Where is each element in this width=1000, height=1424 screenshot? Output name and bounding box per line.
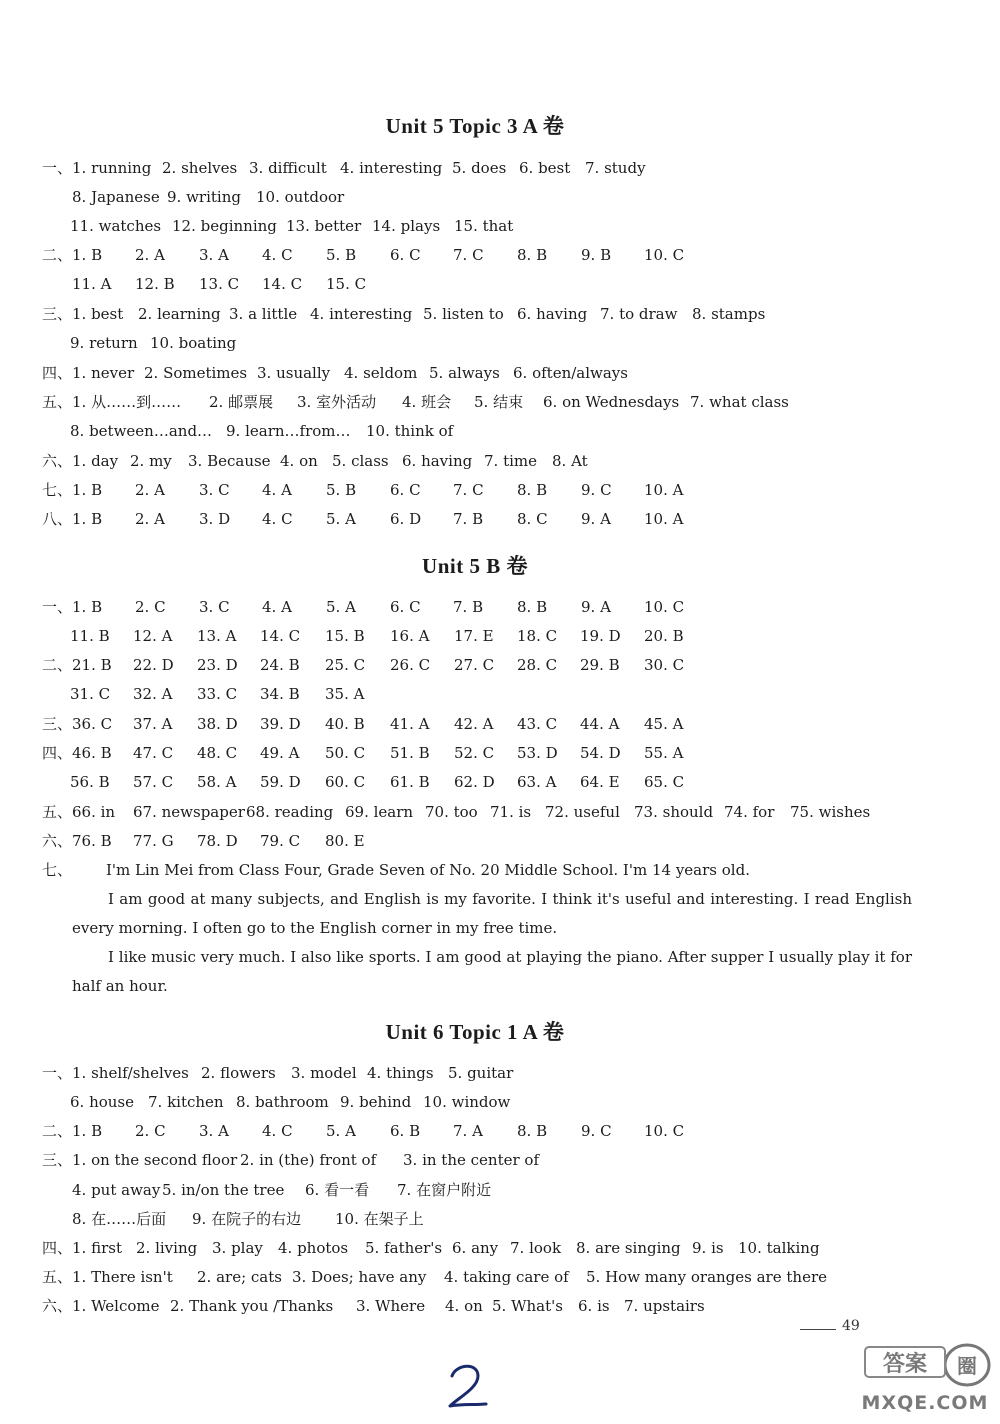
answer-item: 八、1. B xyxy=(42,510,103,528)
answer-item: 20. B xyxy=(644,627,684,645)
answer-item: 6. house xyxy=(70,1093,135,1111)
essay-paragraph: I like music very much. I also like sports. I am good at playing the piano. After supper I usually play it for half an hour. xyxy=(72,948,912,996)
answer-item: 14. plays xyxy=(372,217,441,235)
answer-item: 4. C xyxy=(262,1122,293,1140)
watermark-logo xyxy=(855,1335,995,1421)
answer-item: 42. A xyxy=(454,715,494,733)
answer-item: 7. what class xyxy=(690,393,789,411)
answer-item: 2. C xyxy=(135,598,166,616)
answer-item: 15. that xyxy=(454,217,514,235)
handwritten-number-mark xyxy=(444,1360,492,1412)
answer-item: 15. B xyxy=(325,627,365,645)
essay-paragraph: I'm Lin Mei from Class Four, Grade Seven of No. 20 Middle School. I'm 14 years old. xyxy=(106,861,750,879)
answer-item: 2. A xyxy=(135,510,165,528)
answer-item: 8. are singing xyxy=(576,1239,681,1257)
svg-text:MXQE.COM: MXQE.COM xyxy=(861,1392,989,1414)
answer-row xyxy=(0,242,1000,268)
answer-item: 14. C xyxy=(262,275,303,293)
answer-item: 6. any xyxy=(452,1239,499,1257)
answer-item: 68. reading xyxy=(246,803,334,821)
answer-item: 47. C xyxy=(133,744,174,762)
answer-item: 31. C xyxy=(70,685,111,703)
unit6-topic1-title: Unit 6 Topic 1 A 卷 xyxy=(385,1020,565,1044)
answer-row xyxy=(0,1235,1000,1261)
answer-item: 16. A xyxy=(390,627,430,645)
answer-row xyxy=(0,652,1000,678)
answer-item: 15. C xyxy=(326,275,367,293)
answer-item: 4. on xyxy=(445,1297,483,1315)
answer-item: 4. taking care of xyxy=(444,1268,569,1286)
answer-item: 9. A xyxy=(581,510,611,528)
answer-item: 6. having xyxy=(517,305,588,323)
answer-item: 3. 室外活动 xyxy=(297,393,377,411)
answer-item: 二、1. B xyxy=(42,246,103,264)
answer-row xyxy=(0,1147,1000,1173)
unit5-b-title: Unit 5 B 卷 xyxy=(422,554,528,578)
answer-item: 60. C xyxy=(325,773,366,791)
svg-text:圈: 圈 xyxy=(957,1354,977,1378)
answer-item: 63. A xyxy=(517,773,557,791)
answer-item: 8. B xyxy=(517,598,548,616)
answer-item: 7. look xyxy=(510,1239,562,1257)
answer-item: 26. C xyxy=(390,656,431,674)
answer-item: 6. B xyxy=(390,1122,421,1140)
answer-item: 3. usually xyxy=(257,364,331,382)
answer-item: 3. A xyxy=(199,246,229,264)
answer-row xyxy=(0,330,1000,356)
answer-item: 12. beginning xyxy=(172,217,277,235)
answer-item: 13. C xyxy=(199,275,240,293)
answer-row xyxy=(0,477,1000,503)
answer-item: 17. E xyxy=(454,627,494,645)
answer-item: 59. D xyxy=(260,773,301,791)
essay-paragraph: I am good at many subjects, and English is my favorite. I think it's useful and interesting. I read English every morning. I often go to the English corner in my free time. xyxy=(72,890,912,938)
answer-item: 6. C xyxy=(390,598,421,616)
answer-row xyxy=(0,799,1000,825)
answer-row xyxy=(0,828,1000,854)
answer-item: 5. listen to xyxy=(423,305,504,323)
answer-item: 62. D xyxy=(454,773,495,791)
answer-row xyxy=(0,1089,1000,1115)
answer-item: 9. B xyxy=(581,246,612,264)
answer-item: 48. C xyxy=(197,744,238,762)
answer-item: 8. C xyxy=(517,510,548,528)
answer-item: 8. bathroom xyxy=(236,1093,329,1111)
answer-item: 5. guitar xyxy=(448,1064,514,1082)
answer-row xyxy=(0,681,1000,707)
answer-item: 30. C xyxy=(644,656,685,674)
answer-item: 2. my xyxy=(130,452,172,470)
answer-item: 一、1. shelf/shelves xyxy=(42,1064,189,1082)
answer-item: 13. A xyxy=(197,627,237,645)
answer-item: 73. should xyxy=(634,803,714,821)
answer-item: 67. newspaper xyxy=(133,803,245,821)
answer-item: 52. C xyxy=(454,744,495,762)
answer-item: 二、1. B xyxy=(42,1122,103,1140)
answer-item: 四、1. first xyxy=(42,1239,122,1257)
answer-item: 18. C xyxy=(517,627,558,645)
answer-item: 8. between…and… xyxy=(70,422,213,440)
unit5-topic3-title: Unit 5 Topic 3 A 卷 xyxy=(385,114,565,138)
answer-item: 五、1. 从……到…… xyxy=(42,393,182,411)
answer-item: 10. boating xyxy=(150,334,237,352)
answer-item: 3. difficult xyxy=(249,159,327,177)
answer-item: 74. for xyxy=(724,803,775,821)
answer-item: 3. model xyxy=(291,1064,357,1082)
answer-item: 4. A xyxy=(262,481,292,499)
answer-item: 4. interesting xyxy=(340,159,443,177)
answer-row xyxy=(0,711,1000,737)
answer-item: 3. a little xyxy=(229,305,298,323)
answer-item: 49. A xyxy=(260,744,300,762)
answer-item: 9. behind xyxy=(340,1093,412,1111)
answer-item: 7. kitchen xyxy=(148,1093,224,1111)
answer-item: 4. put away xyxy=(72,1181,161,1199)
answer-item: 44. A xyxy=(580,715,620,733)
answer-item: 8. At xyxy=(552,452,588,470)
answer-item: 一、1. B xyxy=(42,598,103,616)
answer-item: 37. A xyxy=(133,715,173,733)
answer-item: 五、1. There isn't xyxy=(42,1268,173,1286)
answer-item: 3. Does; have any xyxy=(292,1268,427,1286)
answer-item: 一、1. running xyxy=(42,159,152,177)
answer-item: 33. C xyxy=(197,685,238,703)
answer-item: 9. writing xyxy=(167,188,241,206)
answer-item: 39. D xyxy=(260,715,301,733)
answer-item: 71. is xyxy=(490,803,532,821)
answer-item: 六、1. Welcome xyxy=(42,1297,160,1315)
answer-row xyxy=(0,1293,1000,1319)
answer-item: 5. class xyxy=(332,452,389,470)
answer-item: 二、21. B xyxy=(42,656,112,674)
answer-row xyxy=(0,740,1000,766)
answer-item: 23. D xyxy=(197,656,238,674)
svg-text:答案: 答案 xyxy=(882,1352,928,1377)
page-number: 49 xyxy=(842,1318,860,1334)
answer-item: 2. Thank you /Thanks xyxy=(170,1297,334,1315)
answer-row xyxy=(0,1206,1000,1232)
answer-row xyxy=(0,213,1000,239)
answer-item: 10. A xyxy=(644,481,684,499)
answer-item: 2. A xyxy=(135,246,165,264)
answer-row xyxy=(0,1264,1000,1290)
answer-item: 4. things xyxy=(367,1064,434,1082)
answer-item: 3. Because xyxy=(188,452,271,470)
answer-row xyxy=(0,301,1000,327)
answer-item: 8. stamps xyxy=(692,305,766,323)
answer-item: 9. learn…from… xyxy=(226,422,351,440)
answer-item: 2. shelves xyxy=(162,159,238,177)
answer-item: 28. C xyxy=(517,656,558,674)
answer-item: 4. photos xyxy=(278,1239,349,1257)
answer-item: 11. B xyxy=(70,627,110,645)
answer-item: 2. C xyxy=(135,1122,166,1140)
answer-item: 61. B xyxy=(390,773,430,791)
answer-item: 4. seldom xyxy=(344,364,418,382)
answer-item: 80. E xyxy=(325,832,365,850)
answer-row xyxy=(0,1118,1000,1144)
answer-item: 10. C xyxy=(644,598,685,616)
answer-item: 7. A xyxy=(453,1122,483,1140)
answer-item: 10. A xyxy=(644,510,684,528)
answer-item: 6. is xyxy=(578,1297,610,1315)
answer-item: 54. D xyxy=(580,744,621,762)
answer-row xyxy=(0,506,1000,532)
answer-item: 7. C xyxy=(453,481,484,499)
answer-item: 10. outdoor xyxy=(256,188,345,206)
answer-item: 5. B xyxy=(326,246,357,264)
answer-item: 6. on Wednesdays xyxy=(543,393,680,411)
answer-item: 10. talking xyxy=(738,1239,820,1257)
answer-item: 9. 在院子的右边 xyxy=(192,1210,302,1228)
answer-item: 8. 在……后面 xyxy=(72,1210,167,1228)
answer-item: 2. in (the) front of xyxy=(240,1151,377,1169)
answer-item: 7. B xyxy=(453,510,484,528)
answer-item: 4. interesting xyxy=(310,305,413,323)
answer-item: 2. A xyxy=(135,481,165,499)
answer-row xyxy=(0,389,1000,415)
answer-item: 4. A xyxy=(262,598,292,616)
answer-item: 40. B xyxy=(325,715,365,733)
answer-item: 6. best xyxy=(519,159,571,177)
answer-item: 5. What's xyxy=(492,1297,563,1315)
answer-item: 7. 在窗户附近 xyxy=(397,1181,492,1199)
answer-item: 9. A xyxy=(581,598,611,616)
answer-item: 5. B xyxy=(326,481,357,499)
answer-item: 5. How many oranges are there xyxy=(586,1268,827,1286)
answer-item: 5. A xyxy=(326,598,356,616)
answer-item: 4. on xyxy=(280,452,318,470)
answer-item: 50. C xyxy=(325,744,366,762)
answer-item: 45. A xyxy=(644,715,684,733)
answer-item: 3. C xyxy=(199,598,230,616)
answer-item: 5. in/on the tree xyxy=(162,1181,285,1199)
answer-item: 32. A xyxy=(133,685,173,703)
answer-item: 3. play xyxy=(212,1239,263,1257)
answer-item: 70. too xyxy=(425,803,478,821)
answer-item: 3. D xyxy=(199,510,231,528)
answer-item: 58. A xyxy=(197,773,237,791)
answer-item: 72. useful xyxy=(545,803,620,821)
answer-item: 65. C xyxy=(644,773,685,791)
answer-item: 四、1. never xyxy=(42,364,135,382)
answer-item: 4. C xyxy=(262,510,293,528)
answer-item: 12. B xyxy=(135,275,175,293)
answer-item: 8. B xyxy=(517,1122,548,1140)
answer-item: 三、36. C xyxy=(42,715,113,733)
answer-item: 7. C xyxy=(453,246,484,264)
answer-row xyxy=(0,360,1000,386)
answer-item: 7. B xyxy=(453,598,484,616)
answer-item: 10. window xyxy=(423,1093,511,1111)
answer-row xyxy=(0,418,1000,444)
answer-item: 8. B xyxy=(517,481,548,499)
answer-row xyxy=(0,1060,1000,1086)
answer-row xyxy=(0,271,1000,297)
answer-item: 10. 在架子上 xyxy=(335,1210,424,1228)
answer-item: 53. D xyxy=(517,744,558,762)
answer-item: 四、46. B xyxy=(42,744,112,762)
answer-row xyxy=(0,448,1000,474)
answer-item: 3. in the center of xyxy=(403,1151,540,1169)
page-number-dash xyxy=(800,1329,836,1330)
answer-item: 41. A xyxy=(390,715,430,733)
answer-item: 五、66. in xyxy=(42,803,116,821)
answer-item: 2. 邮票展 xyxy=(209,393,274,411)
answer-item: 79. C xyxy=(260,832,301,850)
answer-item: 57. C xyxy=(133,773,174,791)
answer-item: 6. C xyxy=(390,246,421,264)
answer-item: 2. living xyxy=(136,1239,198,1257)
answer-item: 6. often/always xyxy=(513,364,628,382)
answer-item: 7. upstairs xyxy=(624,1297,705,1315)
answer-item: 75. wishes xyxy=(790,803,871,821)
answer-item: 8. Japanese xyxy=(72,188,160,206)
answer-item: 69. learn xyxy=(345,803,414,821)
answer-item: 51. B xyxy=(390,744,430,762)
answer-item: 10. think of xyxy=(366,422,454,440)
answer-item: 77. G xyxy=(133,832,174,850)
answer-item: 78. D xyxy=(197,832,238,850)
answer-item: 7. study xyxy=(585,159,646,177)
answer-item: 七、1. B xyxy=(42,481,103,499)
answer-item: 三、1. best xyxy=(42,305,124,323)
answer-row xyxy=(0,623,1000,649)
answer-item: 3. Where xyxy=(356,1297,426,1315)
answer-item: 6. having xyxy=(402,452,473,470)
answer-item: 6. C xyxy=(390,481,421,499)
answer-item: 25. C xyxy=(325,656,366,674)
answer-item: 5. does xyxy=(452,159,507,177)
answer-item: 5. A xyxy=(326,510,356,528)
answer-item: 5. A xyxy=(326,1122,356,1140)
answer-row xyxy=(0,184,1000,210)
answer-item: 三、1. on the second floor xyxy=(42,1151,238,1169)
answer-item: 2. Sometimes xyxy=(144,364,248,382)
answer-item: 2. learning xyxy=(138,305,221,323)
answer-item: 8. B xyxy=(517,246,548,264)
answer-row xyxy=(0,769,1000,795)
answer-item: 9. is xyxy=(692,1239,724,1257)
answer-item: 2. flowers xyxy=(201,1064,276,1082)
answer-item: 5. 结束 xyxy=(474,393,524,411)
answer-item: 3. A xyxy=(199,1122,229,1140)
answer-item: 10. C xyxy=(644,1122,685,1140)
answer-item: 22. D xyxy=(133,656,174,674)
answer-row xyxy=(0,1177,1000,1203)
answer-item: 5. father's xyxy=(365,1239,443,1257)
answer-item: 10. C xyxy=(644,246,685,264)
answer-item: 43. C xyxy=(517,715,558,733)
answer-item: 6. D xyxy=(390,510,422,528)
answer-item: 13. better xyxy=(286,217,362,235)
essay-label: 七、 xyxy=(42,861,73,879)
answer-item: 3. C xyxy=(199,481,230,499)
answer-item: 11. watches xyxy=(70,217,162,235)
answer-item: 4. 班会 xyxy=(402,393,452,411)
answer-item: 5. always xyxy=(429,364,500,382)
answer-item: 9. C xyxy=(581,1122,612,1140)
answer-item: 7. to draw xyxy=(600,305,678,323)
answer-item: 六、76. B xyxy=(42,832,112,850)
answer-row xyxy=(0,155,1000,181)
answer-item: 27. C xyxy=(454,656,495,674)
answer-item: 12. A xyxy=(133,627,173,645)
answer-item: 六、1. day xyxy=(42,452,119,470)
answer-item: 34. B xyxy=(260,685,300,703)
answer-row xyxy=(0,594,1000,620)
answer-item: 35. A xyxy=(325,685,365,703)
answer-item: 56. B xyxy=(70,773,110,791)
answer-item: 64. E xyxy=(580,773,620,791)
answer-item: 9. C xyxy=(581,481,612,499)
answer-item: 7. time xyxy=(484,452,538,470)
answer-item: 55. A xyxy=(644,744,684,762)
answer-item: 14. C xyxy=(260,627,301,645)
answer-item: 38. D xyxy=(197,715,238,733)
answer-item: 24. B xyxy=(260,656,300,674)
answer-item: 6. 看一看 xyxy=(305,1181,370,1199)
answer-item: 4. C xyxy=(262,246,293,264)
answer-item: 29. B xyxy=(580,656,620,674)
answer-item: 11. A xyxy=(72,275,112,293)
answer-item: 19. D xyxy=(580,627,621,645)
answer-item: 9. return xyxy=(70,334,138,352)
answer-item: 2. are; cats xyxy=(197,1268,282,1286)
